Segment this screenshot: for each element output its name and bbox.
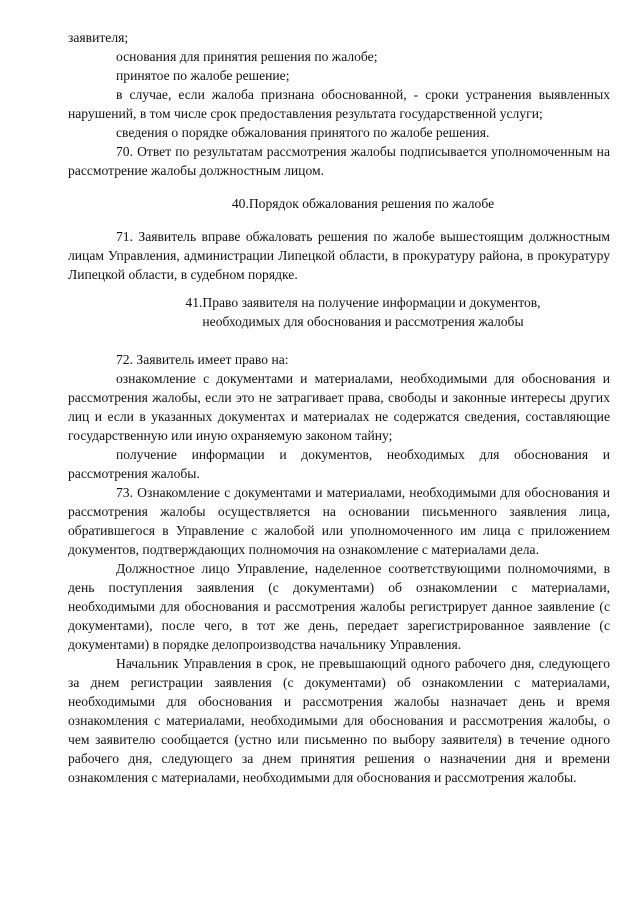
paragraph-73: 73. Ознакомление с документами и материалами, необходимыми для обоснования и рассмотрения жалобы осуществляется на основании письменного заявления лица, обратившегося в Управление с жалобой или уполномоченного им лица с приложением документов, подтверждающих полномочия на ознакомление с материалами дела.: [68, 485, 610, 557]
paragraph-70: 70. Ответ по результатам рассмотрения жалобы подписывается уполномоченным на рассмотрение жалобы должностным лицом.: [68, 144, 610, 178]
paragraph-right-access: ознакомление с документами и материалами, необходимыми для обоснования и рассмотрения жалобы, если это не затрагивает права, свободы и законные интересы других лиц и если в указанных документах и материалах не содержатся сведения, составляющие государственную или иную охраняемую законом тайну;: [68, 371, 610, 443]
paragraph-official-registration: Должностное лицо Управление, наделенное соответствующими полномочиями, в день поступления заявления (с документами) об ознакомлении с материалами, необходимыми для обоснования и рассмотрения жалобы регистрирует данное заявление (с документами), после чего, в тот же день, передает зарегистрированное заявление (с документами) в порядке делопроизводства начальнику Управления.: [68, 561, 610, 652]
section-heading-41-line2: необходимых для обоснования и рассмотрения жалобы: [202, 314, 524, 329]
section-heading-41: [68, 293, 610, 331]
paragraph-decision: принятое по жалобе решение;: [116, 68, 290, 83]
paragraph-applicant-end: заявителя;: [68, 30, 129, 45]
paragraph-head-scheduling: Начальник Управления в срок, не превышающий одного рабочего дня, следующего за днем регистрации заявления (с документами) об ознакомлении с материалами, необходимыми для обоснования и рассмотрения жалобы назначает день и время ознакомления с материалами, необходимыми для обоснования и рассмотрения жалобы, о чем заявителю сообщается (устно или письменно по выбору заявителя) в течение одного рабочего дня, следующего за днем принятия решения о назначении дня и времени ознакомления с материалами, необходимыми для обоснования и рассмотрения жалобы.: [68, 656, 610, 785]
paragraph-72: 72. Заявитель имеет право на:: [116, 352, 289, 367]
section-heading-41-line1: 41.Право заявителя на получение информации и документов,: [185, 295, 541, 310]
paragraph-grounds: основания для принятия решения по жалобе;: [116, 49, 378, 64]
section-heading-40: 40.Порядок обжалования решения по жалобе: [231, 196, 495, 211]
paragraph-remedy-terms: в случае, если жалоба признана обоснованной, - сроки устранения выявленных нарушений, в том числе срок предоставления результата государственной услуги;: [68, 87, 610, 121]
paragraph-right-information: получение информации и документов, необходимых для обоснования и рассмотрения жалобы.: [68, 447, 610, 481]
paragraph-71: 71. Заявитель вправе обжаловать решения по жалобе вышестоящим должностным лицам Управления, администрации Липецкой области, в прокуратуру района, в прокуратуру Липецкой области, в судебном порядке.: [68, 229, 610, 282]
paragraph-appeal-info: сведения о порядке обжалования принятого по жалобе решения.: [116, 125, 490, 140]
